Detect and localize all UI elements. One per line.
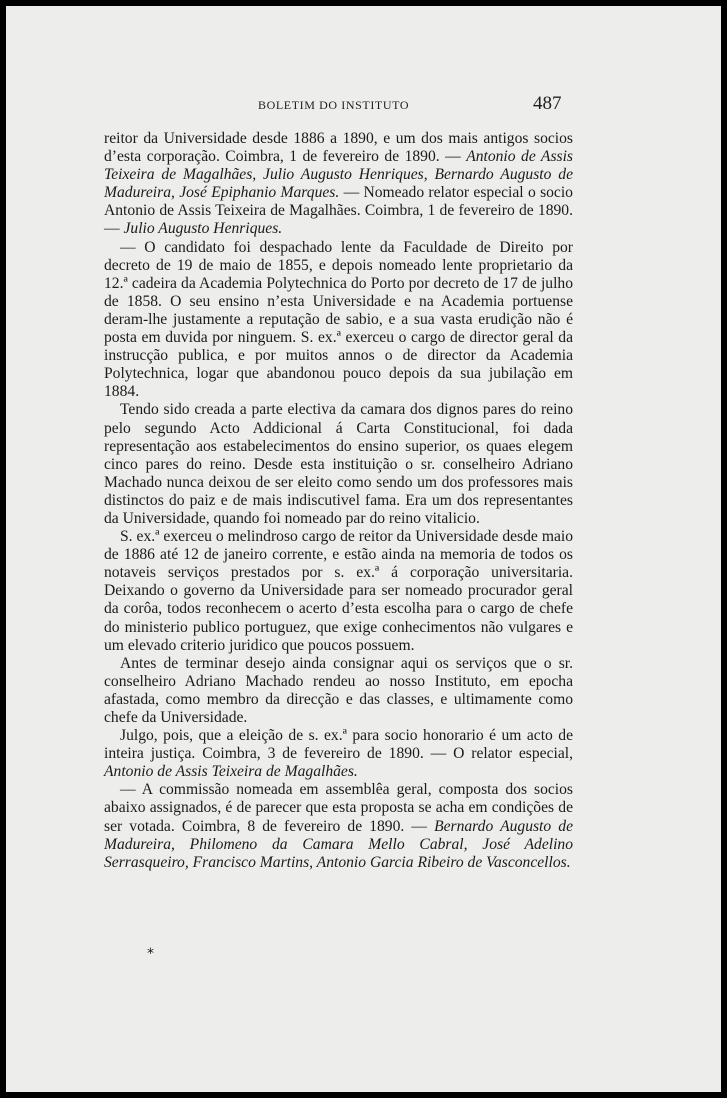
page-header [0,93,727,121]
paragraph-services [104,655,573,727]
text-segment: Julgo, pois, que a eleição de s. ex.ª para socio honorario é um acto de inteira justiça. Coimbra, 3 de fevereiro de 1890. — O relator especial, [104,727,573,763]
page-number: 487 [533,93,562,114]
signatories-italic: Bernardo Augusto de Madureira, Philomeno da Camara Mello Cabral, José Adelino Serrasqueiro, Francisco Martins, Antonio Garcia Ribeiro de Vasconcellos. [104,817,573,871]
signatory-italic: Julio Augusto Henriques. [123,220,283,238]
asterisk-ornament: * [147,946,154,962]
text-segment: reitor da Universidade desde 1886 a 1890, e um dos mais antigos socios d’esta corporação. Coimbra, 1 de fevereiro de 1890. — [104,130,573,166]
text-segment: Antes de terminar desejo ainda consignar aqui os serviços que o sr. conselheiro Adriano Machado rendeu ao nosso Instituto, em epocha afastada, como membro da direcção e das classes, e ultimamente como chefe da Universidade. [104,654,573,726]
body-text [104,130,573,872]
paragraph-candidate [104,239,573,402]
paragraph-commission [104,781,573,871]
running-title: BOLETIM DO INSTITUTO [258,98,410,112]
signatory-italic: Antonio de Assis Teixeira de Magalhães. [104,763,358,781]
signatories-italic: Antonio de Assis Teixeira de Magalhães, Julio Augusto Henriques, Bernardo Augusto de Madureira, José Epiphanio Marques. [104,148,573,202]
text-segment: — O candidato foi despachado lente da Faculdade de Direito por decreto de 19 de maio de 1855, e depois nomeado lente proprietario da 12.ª cadeira da Academia Polytechnica do Porto por decreto de 17 de julho de 1858. O seu ensino n’esta Universidade e na Academia portuense deram-lhe justamente a reputação de sabio, e a sua vasta erudição não é posta em duvida por ninguem. S. ex.ª exerceu o cargo de director geral da instrucção publica, e por muitos annos o de director da Academia Polytechnica, logar que abandonou pouco depois da sua jubilação em 1884. [104,238,573,401]
paragraph-conclusion [104,727,573,781]
text-segment: — Nomeado relator especial o socio Antonio de Assis Teixeira de Magalhães. Coimbra, 1 de fevereiro de 1890. — [104,184,573,238]
text-segment: S. ex.ª exerceu o melindroso cargo de reitor da Universidade desde maio de 1886 até 12 de janeiro corrente, e estão ainda na memoria de todos os notaveis serviços prestados por s. ex.ª á corporação universitaria. Deixando o governo da Universidade para ser nomeado procurador geral da corôa, todos reconhecem o acerto d’esta escolha para o cargo de chefe do ministerio publico portuguez, que exige conhecimentos não vulgares e um elevado criterio juridico que poucos possuem. [104,528,573,654]
paragraph-peers [104,401,573,528]
text-segment: Tendo sido creada a parte electiva da camara dos dignos pares do reino pelo segundo Acto Addicional á Carta Constitucional, foi dada representação aos estabelecimentos do ensino superior, os quaes elegem cinco pares do reino. Desde esta instituição o sr. conselheiro Adriano Machado nunca deixou de ser eleito como sendo um dos professores mais distinctos do paiz e de mais indiscutivel fama. Era um dos representantes da Universidade, quando foi nomeado par do reino vitalicio. [104,401,573,527]
paragraph-proposal-signatures [104,130,573,239]
paragraph-rector [104,528,573,655]
text-segment: — A commissão nomeada em assemblêa geral, composta dos socios abaixo assignados, é de parecer que esta proposta se acha em condições de ser votada. Coimbra, 8 de fevereiro de 1890. — [104,781,573,835]
